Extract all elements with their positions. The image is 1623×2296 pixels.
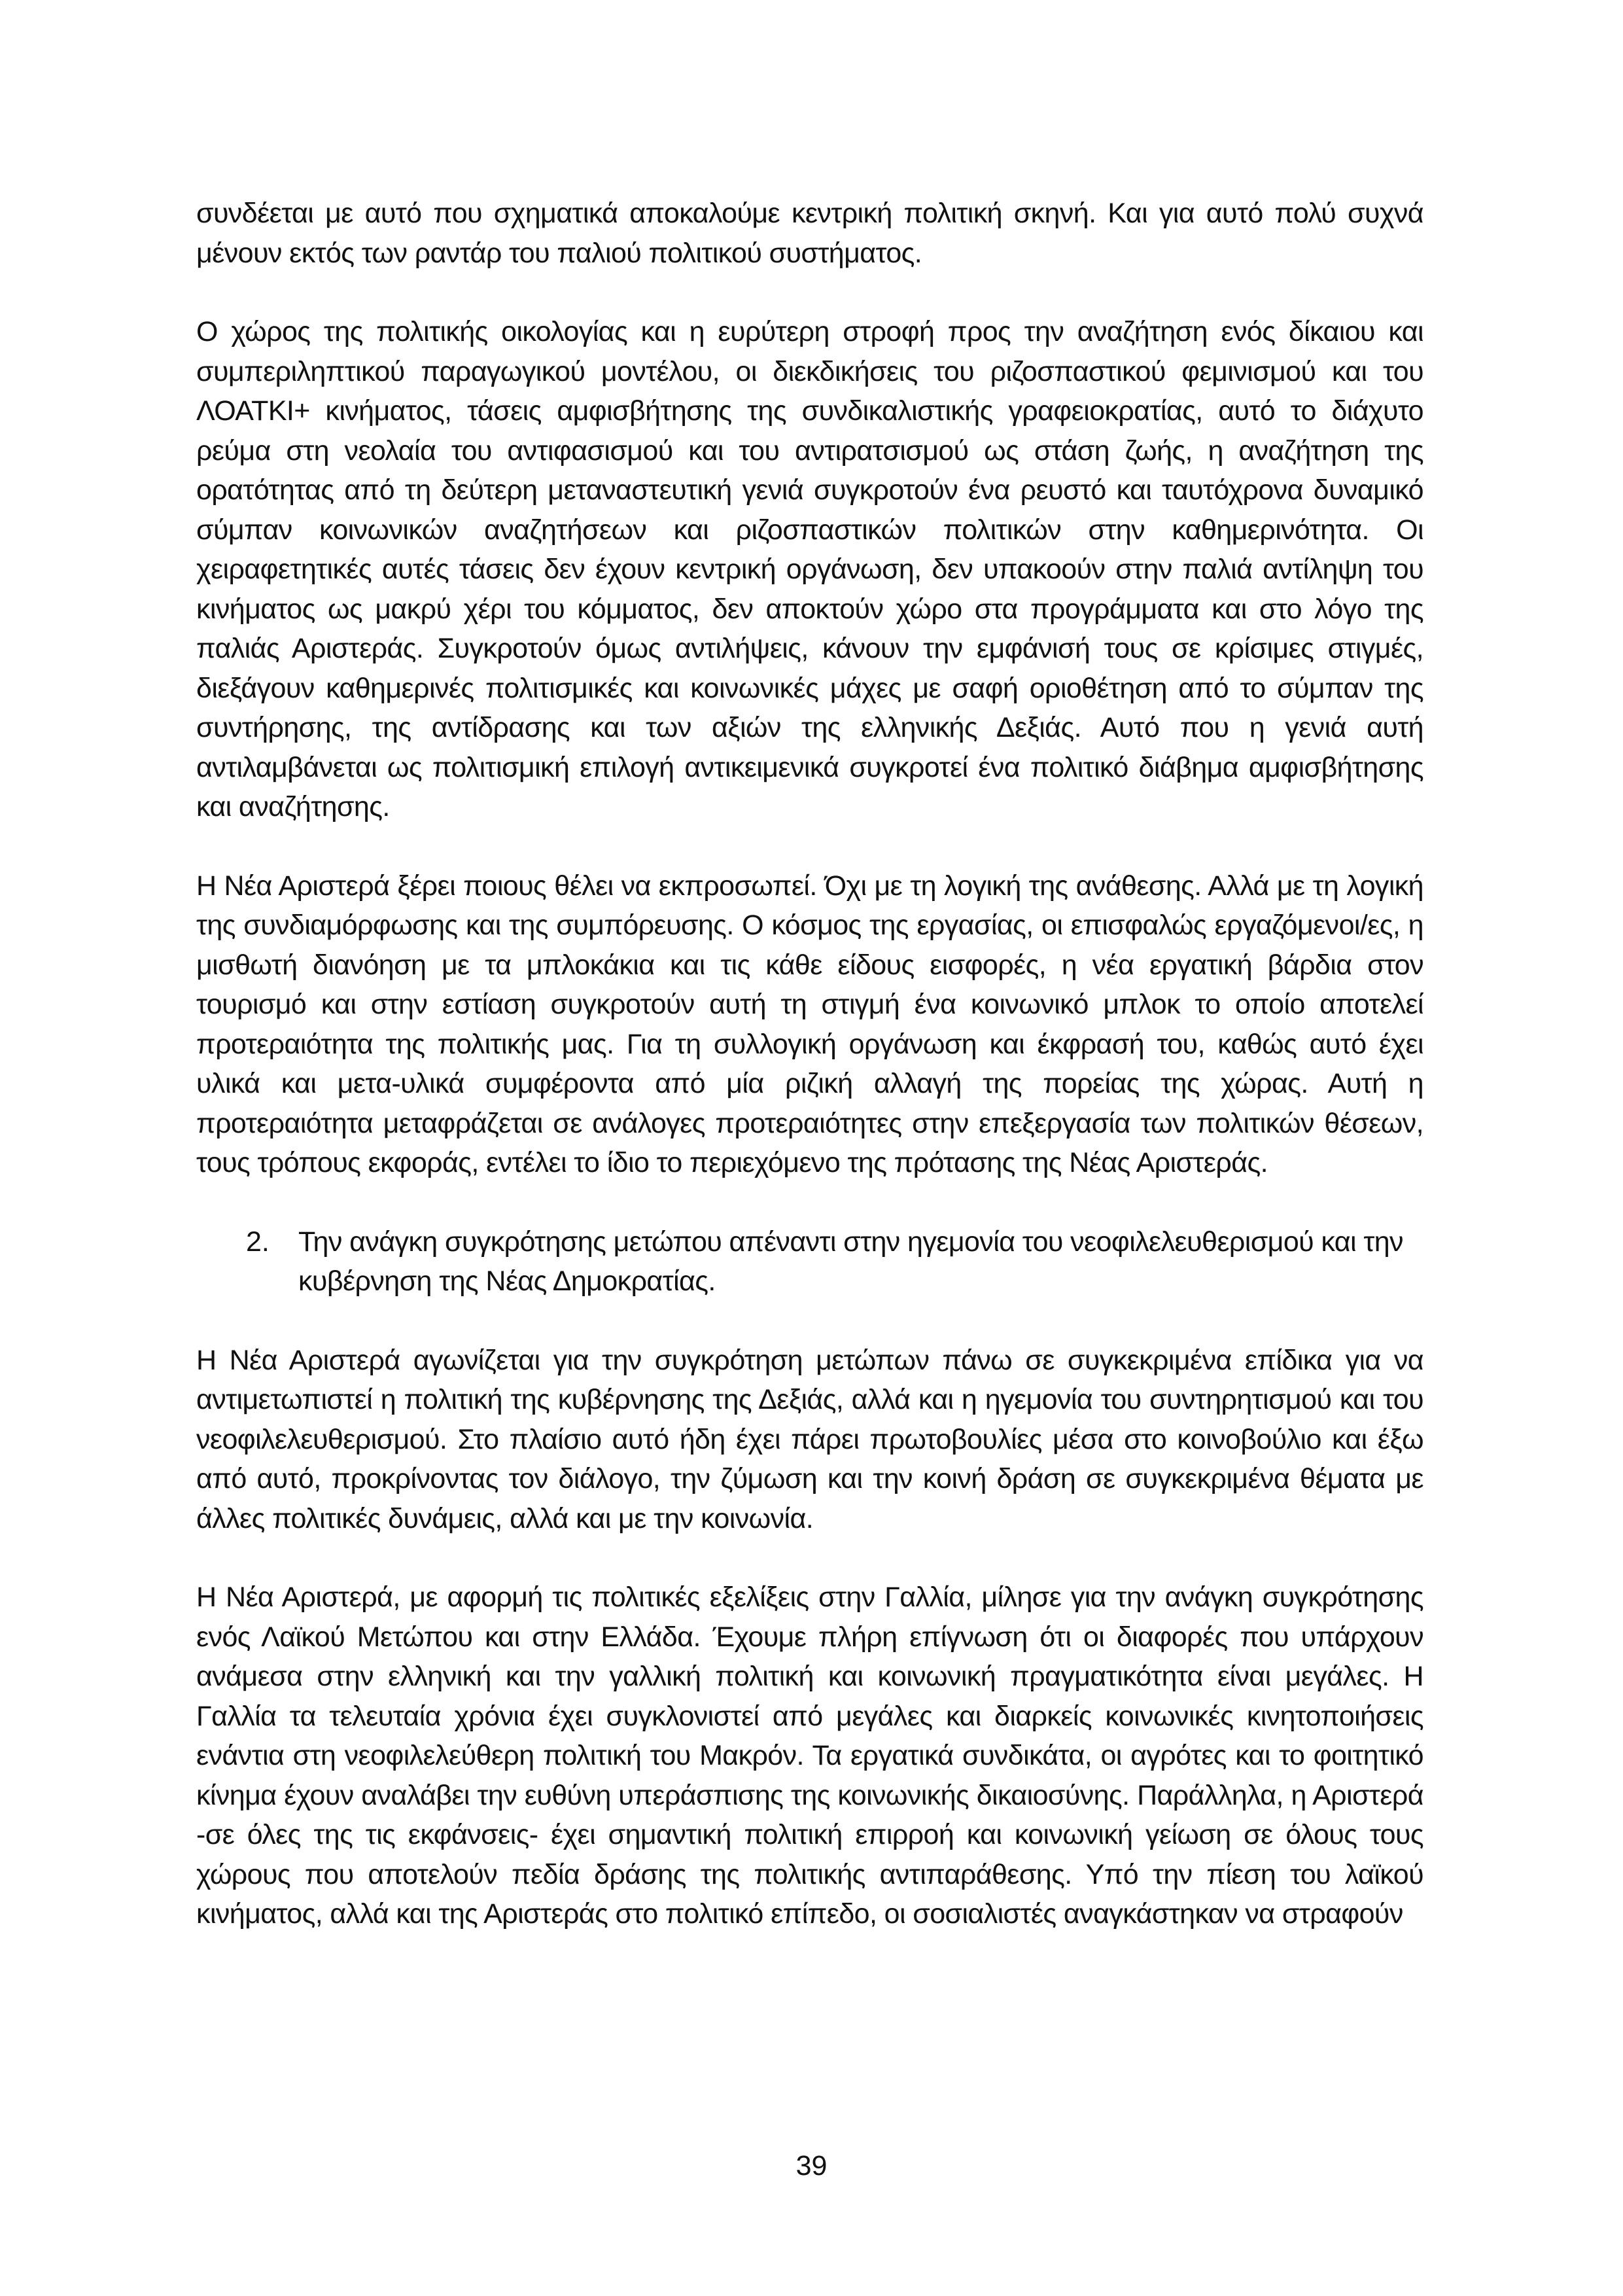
- numbered-heading-text: Την ανάγκη συγκρότησης μετώπου απέναντι στην ηγεμονία του νεοφιλελευθερισμού και την κυβέρνηση της Νέας Δημοκρατίας.: [298, 1226, 1403, 1297]
- list-number: 2.: [246, 1226, 270, 1258]
- numbered-heading-2: [196, 1222, 1423, 1301]
- page-number: 39: [795, 2150, 828, 2181]
- paragraph-continuation: συνδέεται με αυτό που σχηματικά αποκαλούμε κεντρική πολιτική σκηνή. Και για αυτό πολύ συχνά μένουν εκτός των ραντάρ του παλιού πολιτικού συστήματος.: [196, 198, 1423, 269]
- paragraph-new-left-representation: Η Νέα Αριστερά ξέρει ποιους θέλει να εκπροσωπεί. Όχι με τη λογική της ανάθεσης. Αλλά με τη λογική της συνδιαμόρφωσης και της συμπόρευσης. Ο κόσμος της εργασίας, οι επισφαλώς εργαζόμενοι/ες, η μισθωτή διανόηση με τα μπλοκάκια και τις κάθε είδους εισφορές, η νέα εργατική βάρδια στον τουρισμό και στην εστίαση συγκροτούν αυτή τη στιγμή ένα κοινωνικό μπλοκ το οποίο αποτελεί προτεραιότητα της πολιτικής μας. Για τη συλλογική οργάνωση και έκφρασή του, καθώς αυτό έχει υλικά και μετα-υλικά συμφέροντα από μία ριζική αλλαγή της πορείας της χώρας. Αυτή η προτεραιότητα μεταφράζεται σε ανάλογες προτεραιότητες στην επεξεργασία των πολιτικών θέσεων, τους τρόπους εκφοράς, εντέλει το ίδιο το περιεχόμενο της πρότασης της Νέας Αριστεράς.: [196, 870, 1423, 1178]
- document-page-body: [196, 194, 1423, 1973]
- paragraph-political-ecology: Ο χώρος της πολιτικής οικολογίας και η ευρύτερη στροφή προς την αναζήτηση ενός δίκαιου και συμπεριληπτικού παραγωγικού μοντέλου, οι διεκδικήσεις του ριζοσπαστικού φεμινισμού και του ΛΟΑΤΚΙ+ κινήματος, τάσεις αμφισβήτησης της συνδικαλιστικής γραφειοκρατίας, αυτό το διάχυτο ρεύμα στη νεολαία του αντιφασισμού και του αντιρατσισμού ως στάση ζωής, η αναζήτηση της ορατότητας από τη δεύτερη μεταναστευτική γενιά συγκροτούν ένα ρευστό και ταυτόχρονα δυναμικό σύμπαν κοινωνικών αναζητήσεων και ριζοσπαστικών πολιτικών στην καθημερινότητα. Οι χειραφετητικές αυτές τάσεις δεν έχουν κεντρική οργάνωση, δεν υπακοούν στην παλιά αντίληψη του κινήματος ως μακρύ χέρι του κόμματος, δεν αποκτούν χώρο στα προγράμματα και στο λόγο της παλιάς Αριστεράς. Συγκροτούν όμως αντιλήψεις, κάνουν την εμφάνισή τους σε κρίσιμες στιγμές, διεξάγουν καθημερινές πολιτισμικές και κοινωνικές μάχες με σαφή οριοθέτηση από το σύμπαν της συντήρησης, της αντίδρασης και των αξιών της ελληνικής Δεξιάς. Αυτό που η γενιά αυτή αντιλαμβάνεται ως πολιτισμική επιλογή αντικειμενικά συγκροτεί ένα πολιτικό διάβημα αμφισβήτησης και αναζήτησης.: [196, 316, 1423, 822]
- paragraph-popular-front-france: Η Νέα Αριστερά, με αφορμή τις πολιτικές εξελίξεις στην Γαλλία, μίλησε για την ανάγκη συγκρότησης ενός Λαϊκού Μετώπου και στην Ελλάδα. Έχουμε πλήρη επίγνωση ότι οι διαφορές που υπάρχουν ανάμεσα στην ελληνική και την γαλλική πολιτική και κοινωνική πραγματικότητα είναι μεγάλες. Η Γαλλία τα τελευταία χρόνια έχει συγκλονιστεί από μεγάλες και διαρκείς κοινωνικές κινητοποιήσεις ενάντια στη νεοφιλελεύθερη πολιτική του Μακρόν. Τα εργατικά συνδικάτα, οι αγρότες και το φοιτητικό κίνημα έχουν αναλάβει την ευθύνη υπεράσπισης της κοινωνικής δικαιοσύνης. Παράλληλα, η Αριστερά -σε όλες της τις εκφάνσεις- έχει σημαντική πολιτική επιρροή και κοινωνική γείωση σε όλους τους χώρους που αποτελούν πεδία δράσης της πολιτικής αντιπαράθεσης. Υπό την πίεση του λαϊκού κινήματος, αλλά και της Αριστεράς στο πολιτικό επίπεδο, οι σοσιαλιστές αναγκάστηκαν να στραφούν: [196, 1581, 1423, 1930]
- paragraph-front-building: Η Νέα Αριστερά αγωνίζεται για την συγκρότηση μετώπων πάνω σε συγκεκριμένα επίδικα για να αντιμετωπιστεί η πολιτική της κυβέρνησης της Δεξιάς, αλλά και η ηγεμονία του συντηρητισμού και του νεοφιλελευθερισμού. Στο πλαίσιο αυτό ήδη έχει πάρει πρωτοβουλίες μέσα στο κοινοβούλιο και έξω από αυτό, προκρίνοντας τον διάλογο, την ζύμωση και την κοινή δράση σε συγκεκριμένα θέματα με άλλες πολιτικές δυνάμεις, αλλά και με την κοινωνία.: [196, 1344, 1423, 1534]
